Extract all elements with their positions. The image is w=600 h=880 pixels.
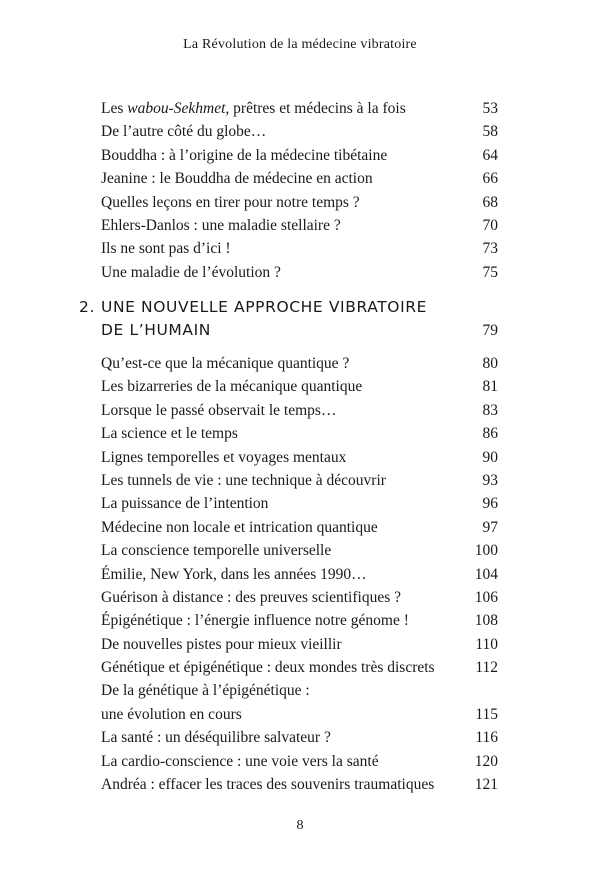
- chapter-title-line1: 2. UNE NOUVELLE APPROCHE VIBRATOIRE: [79, 296, 498, 319]
- toc-entry: [101, 214, 498, 237]
- toc-entry-title-italic: wabou-Sekhmet: [127, 100, 226, 117]
- toc-entry-page: 121: [474, 776, 498, 794]
- toc-entry: [101, 656, 498, 679]
- toc-entry-page: 115: [475, 705, 498, 723]
- toc-entry-page: 90: [482, 448, 498, 466]
- toc-entry-page: 100: [474, 542, 498, 560]
- toc-entry-title: De nouvelles pistes pour mieux vieillir: [101, 635, 342, 653]
- toc-entry-page: 116: [475, 729, 498, 747]
- toc-entry-page: 66: [482, 170, 498, 188]
- chapter-title-line2: DE L’HUMAIN: [101, 321, 211, 339]
- toc-entry: [101, 144, 498, 167]
- toc-entry: [101, 120, 498, 143]
- toc-entry-page: 112: [475, 659, 498, 677]
- toc-entry-title: La conscience temporelle universelle: [101, 542, 332, 560]
- toc-entry-page: 58: [482, 123, 498, 141]
- toc-entry-page: 70: [482, 216, 498, 234]
- toc-entry-page: 75: [482, 263, 498, 281]
- toc-entry: [101, 422, 498, 445]
- toc-entry-title: Les bizarreries de la mécanique quantique: [101, 378, 363, 396]
- toc-entry-title: Génétique et épigénétique : deux mondes très discrets: [101, 659, 435, 677]
- running-head: La Révolution de la médecine vibratoire: [183, 37, 417, 52]
- toc-list-bottom: [101, 352, 498, 796]
- chapter-heading: [79, 296, 498, 342]
- toc-entry: [101, 469, 498, 492]
- toc-entry-title: Les tunnels de vie : une technique à découvrir: [101, 471, 386, 489]
- toc-entry: [101, 679, 498, 726]
- toc-entry-title: De l’autre côté du globe…: [101, 123, 267, 141]
- toc-entry-page: 93: [482, 471, 498, 489]
- toc-entry: [101, 261, 498, 284]
- toc-entry-page: 80: [482, 355, 498, 372]
- toc-entry-title: Ehlers-Danlos : une maladie stellaire ?: [101, 216, 341, 234]
- toc-entry: [101, 539, 498, 562]
- toc-entry-page: 106: [474, 588, 498, 606]
- toc-entry: [101, 609, 498, 632]
- toc-entry: [101, 586, 498, 609]
- toc-entry-title: La puissance de l’intention: [101, 495, 269, 513]
- toc-entry-title: Andréa : effacer les traces des souvenirs traumatiques: [101, 776, 435, 794]
- toc-entry-page: 83: [482, 401, 498, 419]
- toc-entry: [101, 352, 498, 375]
- toc-entry-title: La science et le temps: [101, 425, 238, 443]
- toc-entry-page: 97: [482, 518, 498, 536]
- toc-entry-title-line1: De la génétique à l’épigénétique :: [101, 682, 310, 700]
- toc-entry-title: [101, 679, 310, 726]
- toc-entry: [101, 492, 498, 515]
- toc-entry-title: La santé : un déséquilibre salvateur ?: [101, 729, 331, 747]
- chapter-number: 2.: [79, 298, 95, 316]
- toc-entry: [101, 237, 498, 260]
- toc-entry-page: 110: [475, 635, 498, 653]
- toc-entry-title: La cardio-conscience : une voie vers la santé: [101, 752, 379, 770]
- chapter-page: 79: [482, 322, 498, 339]
- toc-entry-page: 120: [474, 752, 498, 770]
- toc-entry: [101, 167, 498, 190]
- toc-entry-title: Émilie, New York, dans les années 1990…: [101, 565, 367, 583]
- toc-entry-page: 68: [482, 193, 498, 211]
- toc-entry-title: Lorsque le passé observait le temps…: [101, 401, 337, 419]
- toc-entry: [101, 726, 498, 749]
- toc-entry-page: 108: [474, 612, 498, 630]
- toc-entry: [101, 191, 498, 214]
- toc-entry: [101, 773, 498, 796]
- toc-entry-page: 73: [482, 240, 498, 258]
- toc-entry-title: Quelles leçons en tirer pour notre temps ?: [101, 193, 360, 211]
- toc-entry-title: Ils ne sont pas d’ici !: [101, 240, 231, 258]
- toc-entry: [101, 97, 498, 120]
- toc-list-top: [101, 97, 498, 284]
- toc-entry: [101, 399, 498, 422]
- chapter-title-line2-row: [79, 319, 498, 342]
- toc-entry-page: 86: [482, 425, 498, 443]
- toc-entry: [101, 375, 498, 398]
- toc-entry-title: Les wabou-Sekhmet, prêtres et médecins à la fois: [101, 100, 406, 117]
- toc-entry: [101, 516, 498, 539]
- page-number: 8: [296, 818, 304, 833]
- toc-entry-title: Qu’est-ce que la mécanique quantique ?: [101, 355, 350, 372]
- toc-entry-page: 53: [482, 100, 498, 117]
- toc-entry-title: Médecine non locale et intrication quantique: [101, 518, 378, 536]
- toc-entry-title: Jeanine : le Bouddha de médecine en action: [101, 170, 373, 188]
- toc-entry: [101, 750, 498, 773]
- toc-entry-title: Lignes temporelles et voyages mentaux: [101, 448, 347, 466]
- toc-entry-page: 64: [482, 146, 498, 164]
- toc-entry: [101, 633, 498, 656]
- toc-entry-title: Guérison à distance : des preuves scientifiques ?: [101, 588, 402, 606]
- toc-entry-title: Épigénétique : l’énergie influence notre génome !: [101, 612, 409, 630]
- toc-entry-title: Bouddha : à l’origine de la médecine tibétaine: [101, 146, 388, 164]
- toc-entry: [101, 446, 498, 469]
- toc-entry-page: 81: [482, 378, 498, 396]
- toc-entry: [101, 563, 498, 586]
- toc-entry-page: 96: [482, 495, 498, 513]
- toc-entry-title-line2: une évolution en cours: [101, 705, 242, 723]
- toc-entry-page: 104: [474, 565, 498, 583]
- toc-entry-title: Une maladie de l’évolution ?: [101, 263, 281, 281]
